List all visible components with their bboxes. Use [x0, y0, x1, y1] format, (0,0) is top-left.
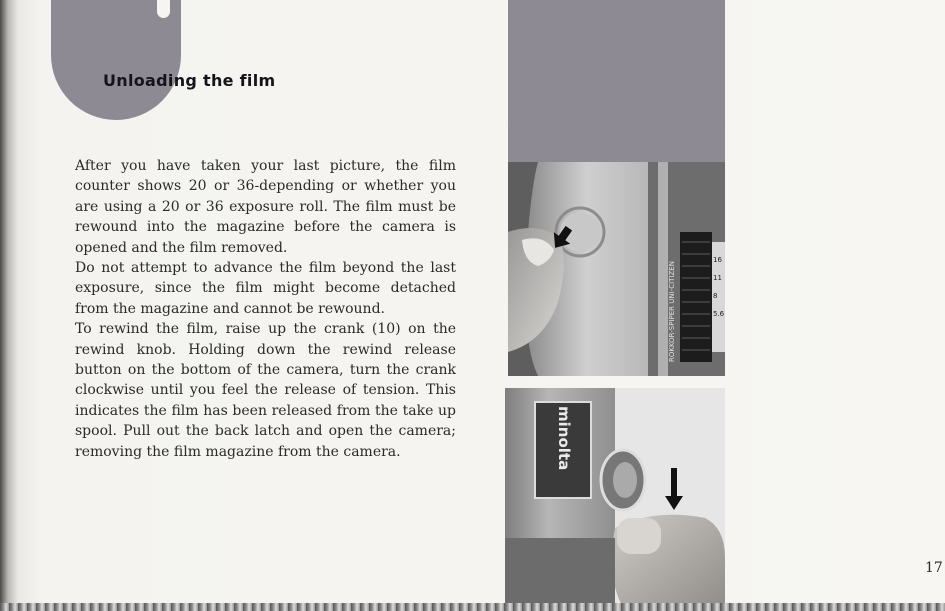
- section-title: Unloading the film: [103, 71, 276, 90]
- accent-gray-block: [508, 0, 725, 162]
- scale-digit-2: 11: [713, 274, 722, 282]
- scale-digit-3: 8: [713, 292, 718, 300]
- paragraph-2: Do not attempt to advance the film beyond the last exposure, since the film might become detached from the magazine and cannot be rewound.: [75, 260, 456, 317]
- scale-digit-1: 16: [713, 256, 722, 264]
- brand-nameplate: minolta: [555, 406, 573, 471]
- photo-rewind-crank: [505, 388, 725, 611]
- paragraph-1: After you have taken your last picture, the film counter shows 20 or 36-depending or whether you are using a 20 or 36 exposure roll. The film must be rewound into the magazine before the camera is opened and the film removed.: [75, 158, 456, 256]
- chapter-tab-notch: [157, 0, 170, 18]
- paragraph-3: To rewind the film, raise up the crank (10) on the rewind knob. Holding down the rewind release button on the bottom of the camera, turn the crank clockwise until you feel the release of tension. This indicates the film has been released from the take up spool. Pull out the back latch and open the camera; removing the film magazine from the camera.: [75, 321, 456, 460]
- chapter-tab-u: [51, 0, 181, 120]
- scale-digit-4: 5.6: [713, 310, 725, 318]
- photo-rewind-release: [508, 162, 725, 376]
- lens-ring-text: ROKKOR-SPIPER UNI-CITIZEN: [668, 261, 676, 362]
- page-bottom-edge: [0, 603, 945, 611]
- body-text: [75, 156, 456, 462]
- page-number: 17: [925, 560, 943, 576]
